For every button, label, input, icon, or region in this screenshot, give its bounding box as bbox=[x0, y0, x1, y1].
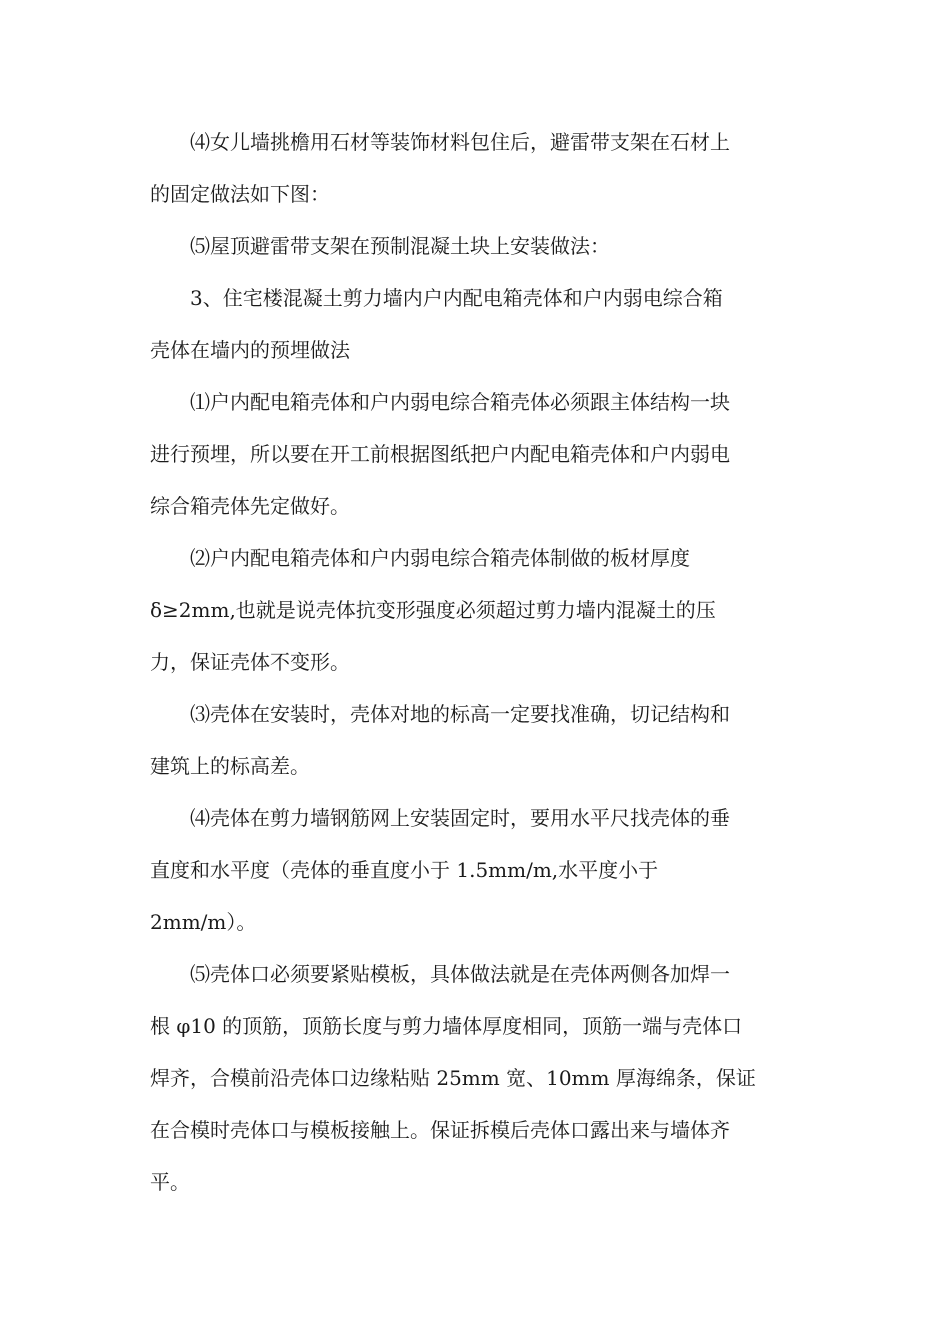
paragraph-item-4 bbox=[150, 792, 810, 948]
text-line: ⑷女儿墙挑檐用石材等装饰材料包住后，避雷带支架在石材上 bbox=[190, 130, 730, 154]
text-line: 2mm/m）。 bbox=[150, 910, 257, 934]
document-body bbox=[150, 116, 810, 1208]
text-line: 焊齐，合模前沿壳体口边缘粘贴 25mm 宽、10mm 厚海绵条，保证 bbox=[150, 1066, 756, 1090]
text-line: ⑸屋顶避雷带支架在预制混凝土块上安装做法： bbox=[190, 234, 610, 258]
text-line: 平。 bbox=[150, 1170, 190, 1194]
paragraph-item-2 bbox=[150, 532, 810, 688]
text-line: 力，保证壳体不变形。 bbox=[150, 650, 350, 674]
text-line: δ≥2mm,也就是说壳体抗变形强度必须超过剪力墙内混凝土的压 bbox=[150, 598, 716, 622]
text-line: 3、住宅楼混凝土剪力墙内户内配电箱壳体和户内弱电综合箱 bbox=[190, 286, 723, 310]
text-line: ⑸壳体口必须要紧贴模板，具体做法就是在壳体两侧各加焊一 bbox=[190, 962, 730, 986]
text-line: 的固定做法如下图： bbox=[150, 182, 330, 206]
text-line: 根 φ10 的顶筋，顶筋长度与剪力墙体厚度相同，顶筋一端与壳体口 bbox=[150, 1014, 743, 1038]
text-line: ⑵户内配电箱壳体和户内弱电综合箱壳体制做的板材厚度 bbox=[190, 546, 690, 570]
paragraph-item-5 bbox=[150, 948, 810, 1208]
paragraph-parapet-lightning-support bbox=[150, 116, 810, 220]
text-line: 直度和水平度（壳体的垂直度小于 1.5mm/m,水平度小于 bbox=[150, 858, 659, 882]
text-line: 在合模时壳体口与模板接触上。保证拆模后壳体口露出来与墙体齐 bbox=[150, 1118, 730, 1142]
paragraph-item-3 bbox=[150, 688, 810, 792]
text-line: 进行预埋，所以要在开工前根据图纸把户内配电箱壳体和户内弱电 bbox=[150, 442, 730, 466]
section-heading-box-embedding bbox=[150, 272, 810, 376]
text-line: ⑷壳体在剪力墙钢筋网上安装固定时，要用水平尺找壳体的垂 bbox=[190, 806, 730, 830]
text-line: 综合箱壳体先定做好。 bbox=[150, 494, 350, 518]
text-line: ⑴户内配电箱壳体和户内弱电综合箱壳体必须跟主体结构一块 bbox=[190, 390, 730, 414]
text-line: 壳体在墙内的预埋做法 bbox=[150, 338, 350, 362]
paragraph-roof-lightning-support bbox=[150, 220, 810, 272]
paragraph-item-1 bbox=[150, 376, 810, 532]
text-line: ⑶壳体在安装时，壳体对地的标高一定要找准确，切记结构和 bbox=[190, 702, 730, 726]
text-line: 建筑上的标高差。 bbox=[150, 754, 310, 778]
